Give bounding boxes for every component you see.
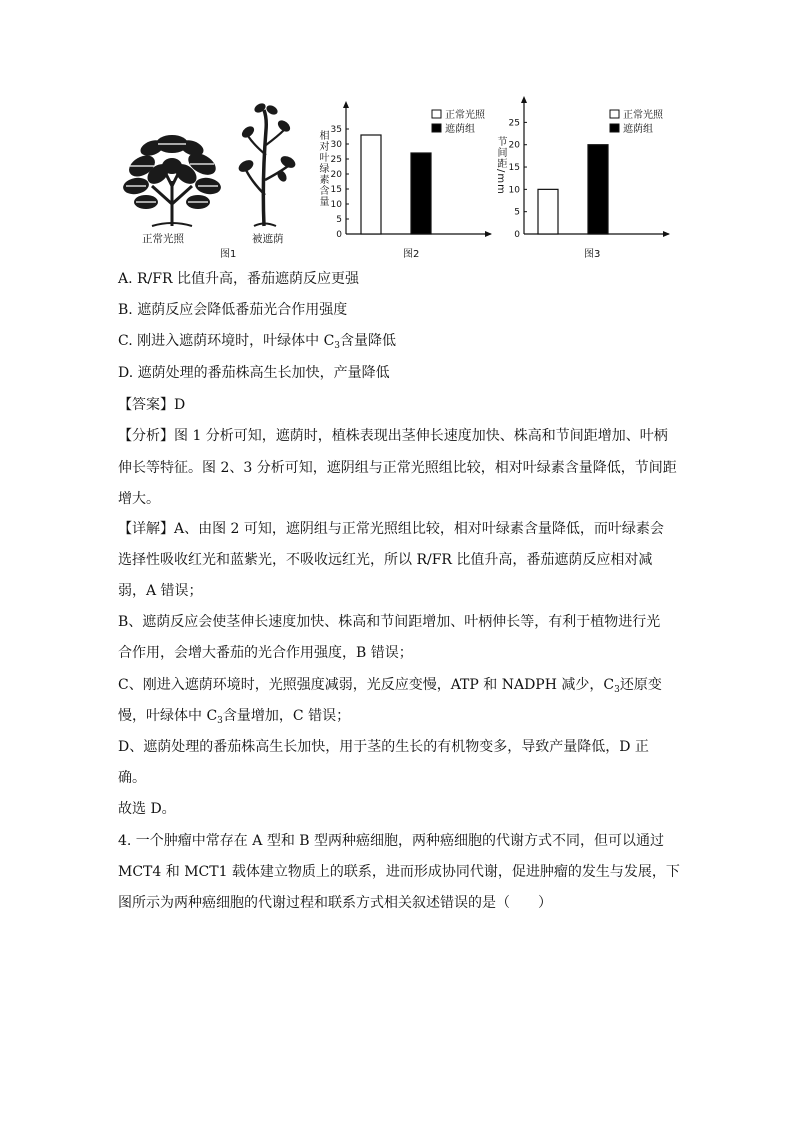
chart2-y-tick-label: 20 (330, 170, 342, 180)
chart3-legend-label: 遮荫组 (623, 124, 653, 135)
detail-subscript: 3 (614, 685, 620, 695)
option-b: B. 遮荫反应会降低番茄光合作用强度 (118, 302, 348, 318)
chart2-y-tick-label: 25 (330, 155, 342, 165)
option-c-subscript: 3 (334, 341, 341, 351)
detail-line-text: C、刚进入遮荫环境时，光照强度减弱，光反应变慢，ATP 和 NADPH 减少，C (118, 677, 615, 693)
detail-line: 【详解】A、由图 2 可知，遮阴组与正常光照组比较，相对叶绿素含量降低，而叶绿素会 (118, 521, 664, 537)
detail-line: 确。 (118, 770, 146, 786)
option-c-text: C. 刚进入遮荫环境时，叶绿体中 C (118, 333, 335, 349)
detail-line: B、遮荫反应会使茎伸长速度加快、株高和节间距增加、叶柄伸长等，有利于植物进行光 (118, 614, 661, 630)
analysis-line: 伸长等特征。图 2、3 分析可知，遮阴组与正常光照组比较，相对叶绿素含量降低，节间距 (118, 460, 677, 476)
answer: 【答案】D (118, 397, 186, 413)
chart2-legend-swatch (432, 110, 441, 118)
plant-normal-light-image (122, 126, 222, 230)
chart-internode-length (496, 96, 678, 246)
detail-line: 弱，A 错误； (118, 583, 203, 599)
detail-line: D、遮荫处理的番茄株高生长加快，用于茎的生长的有机物变多，导致产量降低，D 正 (118, 739, 649, 755)
chart3-legend-swatch (610, 124, 619, 132)
analysis-line: 【分析】图 1 分析可知，遮荫时，植株表现出茎伸长速度加快、株高和节间距增加、叶柄 (118, 428, 668, 444)
chart3-y-tick-label: 15 (508, 163, 520, 174)
chart3-y-tick-label: 20 (508, 140, 520, 151)
detail-line: 选择性吸收红光和蓝紫光，不吸收远红光，所以 R/FR 比值升高，番茄遮荫反应相对减 (118, 552, 653, 568)
chart3-bar-normal-light (538, 189, 558, 234)
chart3-ylabel: 节间距/mm (495, 136, 506, 195)
detail-line-text: 慢，叶绿体中 C (118, 708, 218, 724)
detail-subscript: 3 (217, 716, 223, 726)
chart3-legend-label: 正常光照 (623, 110, 663, 121)
chart2-ylabel: 相对叶绿素含量 (317, 130, 328, 207)
chart3-bar-shaded (588, 145, 608, 234)
analysis-line: 增大。 (118, 491, 160, 507)
chart2-y-tick-label: 35 (330, 125, 342, 135)
detail-line-text-end: 还原变 (619, 677, 662, 693)
chart3-y-tick-label: 10 (508, 185, 520, 196)
chart3-y-tick-label: 5 (514, 207, 520, 218)
chart2-legend-swatch (432, 124, 441, 132)
option-d: D. 遮荫处理的番茄株高生长加快，产量降低 (118, 365, 390, 381)
figure-1-caption: 图1 (220, 249, 237, 260)
plant-shaded-image (236, 100, 296, 230)
plant-normal-light-label: 正常光照 (142, 233, 184, 245)
chart3-y-axis-arrow (521, 96, 527, 103)
chart2-y-axis-arrow (343, 101, 349, 108)
question-4-line: 4. 一个肿瘤中常存在 A 型和 B 型两种癌细胞，两种癌细胞的代谢方式不同，但可以通过 (118, 833, 665, 849)
chart2-x-axis-arrow (485, 231, 492, 237)
chart2-y-tick-label: 30 (330, 140, 342, 150)
chart2-legend-label: 遮荫组 (445, 124, 475, 135)
chart2-legend-label: 正常光照 (445, 110, 485, 121)
detail-line (118, 707, 678, 725)
chart3-y-tick-label: 0 (514, 230, 520, 240)
option-a: A. R/FR 比值升高，番茄遮荫反应更强 (118, 271, 359, 287)
chart3-y-tick-label: 25 (508, 118, 520, 129)
chart2-bar-shaded (411, 153, 431, 234)
chart3-legend-swatch (610, 110, 619, 118)
chart2-bar-normal-light (361, 135, 381, 234)
chart-relative-chlorophyll (318, 96, 498, 246)
chart2-y-tick-label: 5 (336, 215, 342, 225)
plant-shaded-label: 被遮荫 (252, 233, 284, 245)
chart2-y-tick-label: 15 (330, 185, 342, 195)
option-c-text-end: 含量降低 (340, 333, 397, 349)
detail-line-text-end: 含量增加，C 错误； (222, 708, 351, 724)
option-c (118, 332, 678, 350)
question-4-line: MCT4 和 MCT1 载体建立物质上的联系，进而形成协同代谢，促进肿瘤的发生与发展，下 (118, 864, 680, 880)
figure-block (118, 96, 678, 266)
chart2-y-tick-label: 0 (336, 230, 342, 240)
figure-2-caption: 图2 (403, 249, 420, 260)
figure-3-caption: 图3 (584, 249, 601, 260)
detail-line (118, 676, 678, 694)
conclusion: 故选 D。 (118, 801, 176, 817)
chart2-y-tick-label: 10 (330, 200, 342, 210)
detail-line: 合作用，会增大番茄的光合作用强度，B 错误； (118, 645, 413, 661)
chart3-x-axis-arrow (663, 231, 670, 237)
question-4-line: 图所示为两种癌细胞的代谢过程和联系方式相关叙述错误的是（ ） (118, 895, 552, 911)
